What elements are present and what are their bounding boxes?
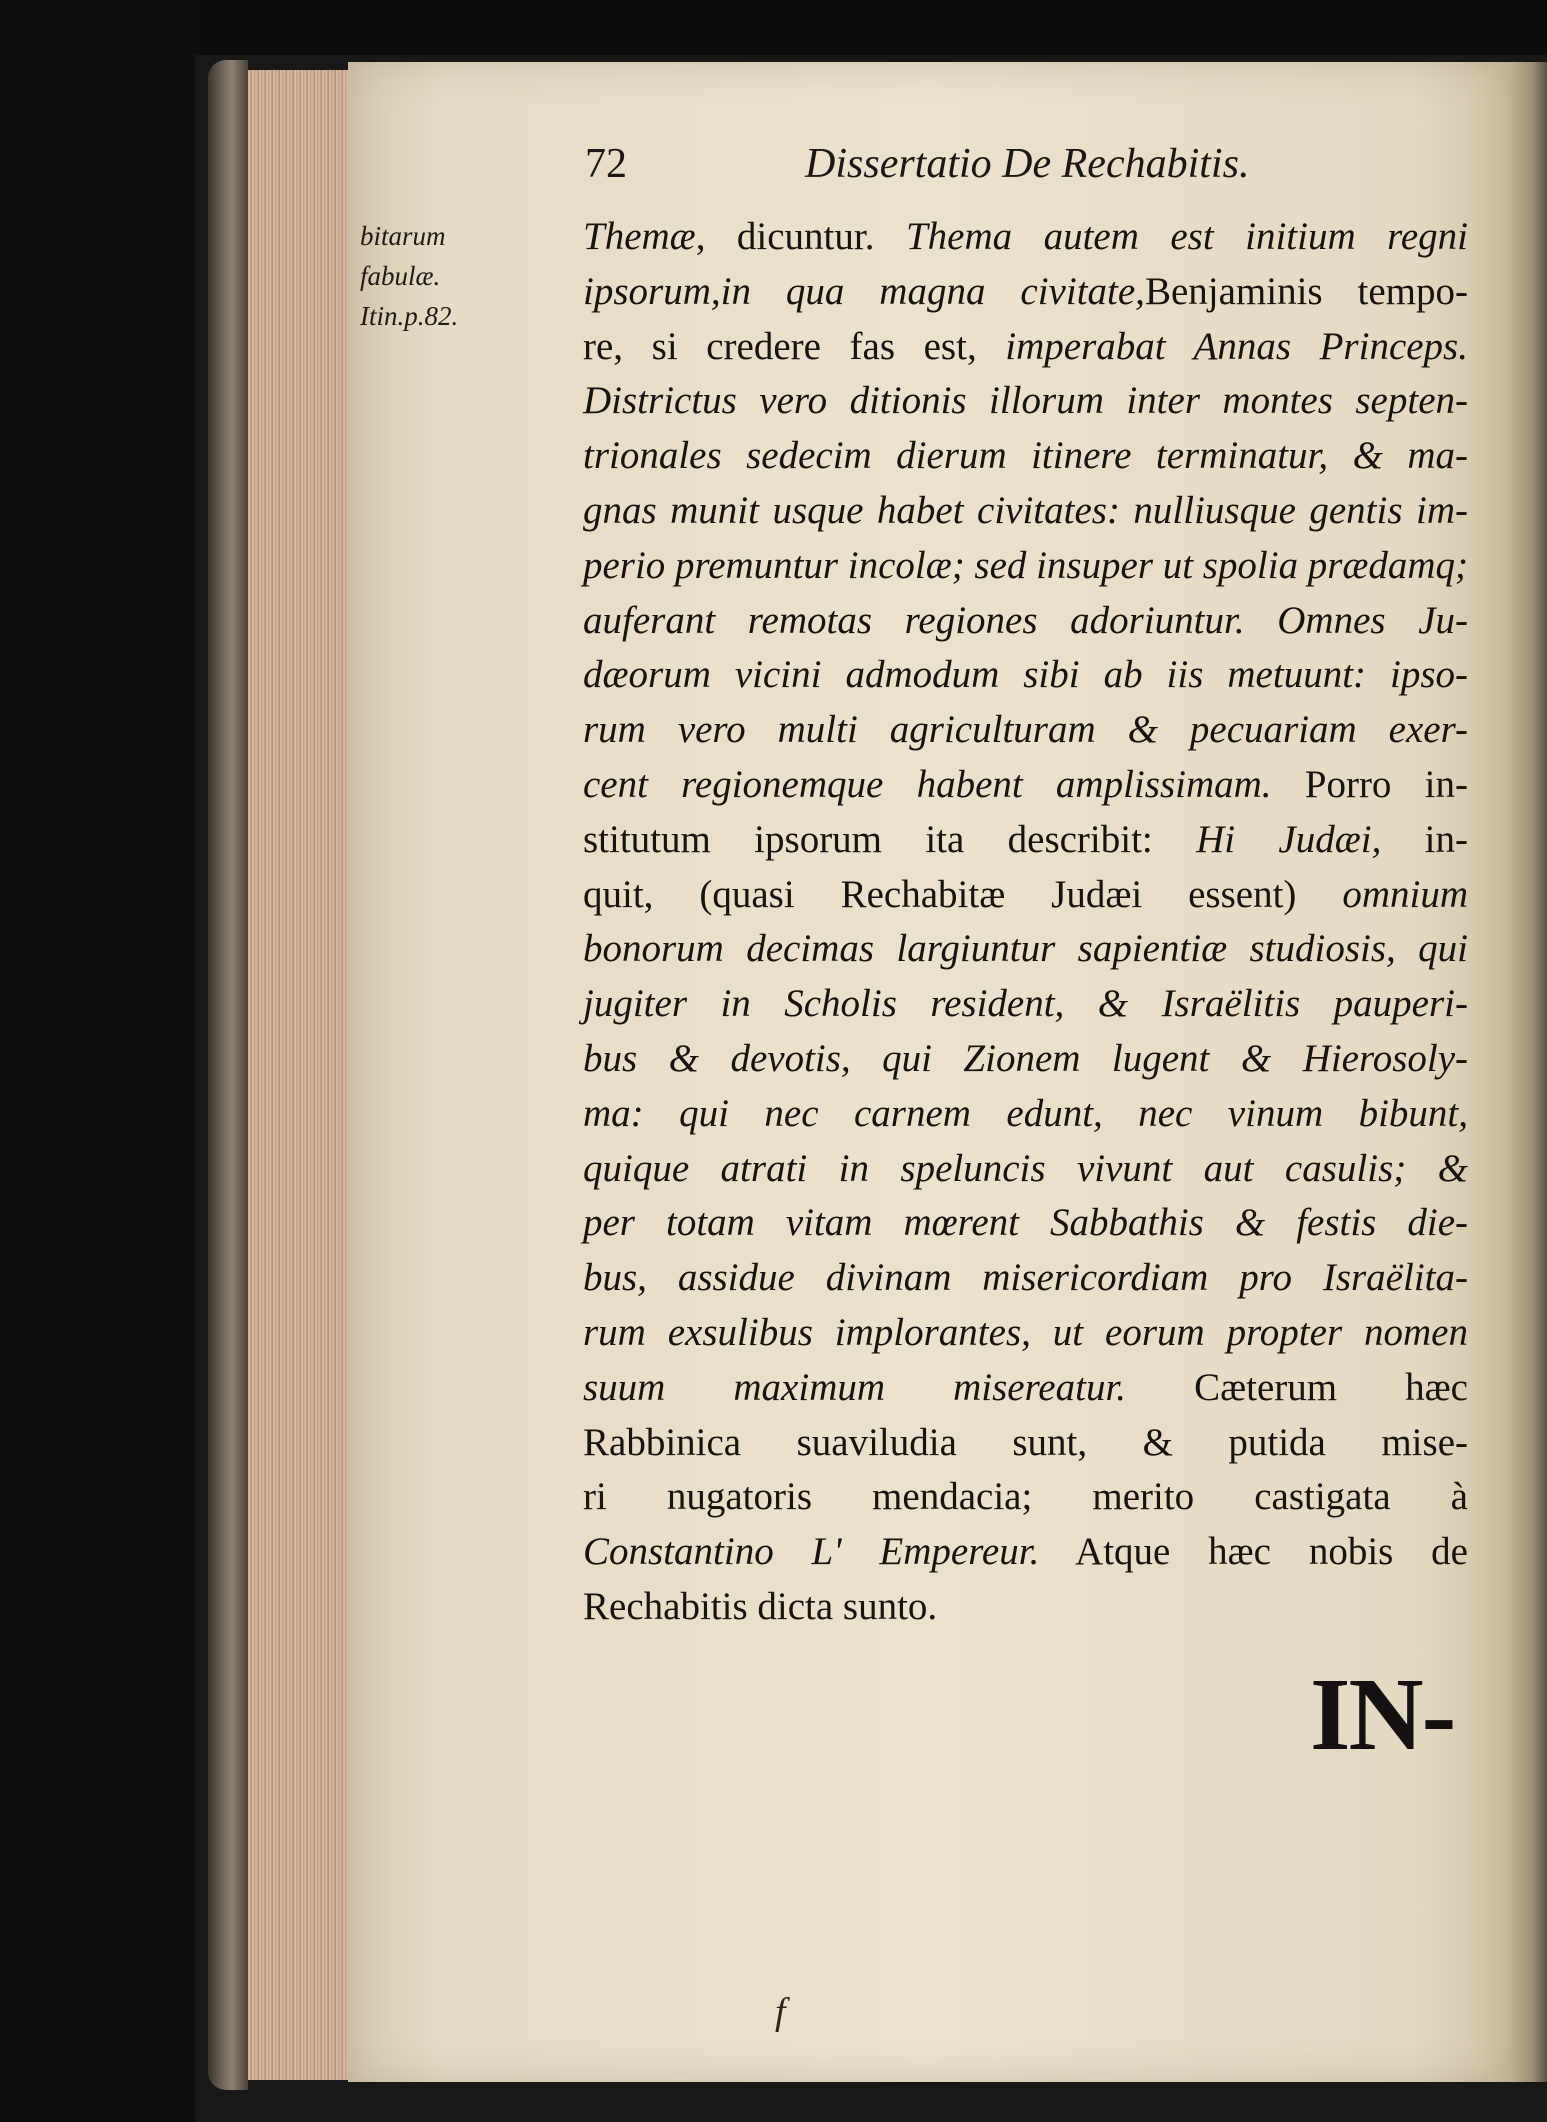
text-line bbox=[583, 539, 1468, 594]
body-text bbox=[583, 210, 1468, 1635]
italic-run: bonorum decimas largiuntur sapientiæ studiosis, qui bbox=[583, 927, 1468, 971]
margin-note bbox=[360, 216, 470, 336]
gutter-shadow bbox=[1508, 62, 1547, 2082]
text-line-content bbox=[583, 703, 1468, 758]
text-line bbox=[583, 429, 1468, 484]
text-line-content bbox=[583, 1470, 1468, 1525]
margin-note-line: bitarum bbox=[360, 221, 446, 251]
roman-run: Rechabitis dicta sunto. bbox=[583, 1584, 938, 1628]
text-line bbox=[583, 1032, 1468, 1087]
roman-run: Atque hæc nobis de bbox=[1039, 1530, 1468, 1574]
text-line-content bbox=[583, 429, 1468, 484]
text-line-content bbox=[583, 977, 1468, 1032]
italic-run: jugiter in Scholis resident, & Israëlitis pauperi- bbox=[583, 982, 1468, 1026]
text-line-content bbox=[583, 1142, 1468, 1197]
italic-run: per totam vitam mœrent Sabbathis & festis die- bbox=[583, 1201, 1468, 1245]
scanner-backdrop bbox=[0, 0, 200, 2122]
text-line bbox=[583, 758, 1468, 813]
italic-run: dæorum vicini admodum sibi ab iis metuunt: ipso- bbox=[583, 653, 1468, 697]
running-title: Dissertatio De Rechabitis. bbox=[805, 141, 1250, 187]
italic-run: ipsorum,in qua magna civitate, bbox=[583, 269, 1145, 313]
roman-run: Cæterum hæc bbox=[1126, 1365, 1468, 1409]
roman-run: quit, (quasi Rechabitæ Judæi essent) bbox=[583, 872, 1343, 916]
text-line bbox=[583, 374, 1468, 429]
text-line-content bbox=[583, 868, 1468, 923]
text-line-content bbox=[583, 648, 1468, 703]
italic-run: trionales sedecim dierum itinere terminatur, & ma- bbox=[583, 434, 1468, 478]
text-line-content bbox=[583, 539, 1468, 594]
text-line bbox=[583, 1470, 1468, 1525]
italic-run: omnium bbox=[1342, 872, 1468, 916]
text-line bbox=[583, 648, 1468, 703]
text-line-content bbox=[583, 1087, 1468, 1142]
text-line bbox=[583, 1196, 1468, 1251]
text-line bbox=[583, 703, 1468, 758]
text-line bbox=[583, 484, 1468, 539]
italic-run: Districtus vero ditionis illorum inter montes septen- bbox=[583, 379, 1468, 423]
roman-run: Porro in- bbox=[1271, 762, 1468, 806]
text-line bbox=[583, 594, 1468, 649]
text-line bbox=[583, 1142, 1468, 1197]
catchword: IN- bbox=[1310, 1657, 1455, 1772]
roman-run: ri nugatoris mendacia; merito castigata à bbox=[583, 1475, 1468, 1519]
text-line bbox=[583, 265, 1468, 320]
text-line-content bbox=[583, 813, 1468, 868]
text-line-content bbox=[583, 1416, 1468, 1471]
page-edges bbox=[248, 70, 350, 2080]
text-line-content bbox=[583, 1251, 1468, 1306]
margin-note-line: fabulæ. bbox=[360, 261, 441, 291]
text-line bbox=[583, 813, 1468, 868]
italic-run: Thema autem est initium regni bbox=[905, 215, 1468, 258]
italic-run: quique atrati in speluncis vivunt aut casulis; & bbox=[583, 1146, 1468, 1190]
italic-run: perio premuntur incolæ; sed insuper ut spolia prædamq; bbox=[583, 543, 1468, 587]
italic-run: ma: qui nec carnem edunt, nec vinum bibunt, bbox=[583, 1091, 1468, 1135]
text-line bbox=[583, 1525, 1468, 1580]
italic-run: Constantino L' Empereur. bbox=[583, 1530, 1040, 1574]
running-head bbox=[585, 140, 1285, 200]
italic-run: imperabat Annas Princeps. bbox=[1005, 324, 1468, 368]
italic-run: suum maximum misereatur. bbox=[583, 1365, 1127, 1409]
text-line bbox=[583, 320, 1468, 375]
roman-run: in- bbox=[1381, 817, 1468, 861]
text-line-content bbox=[583, 758, 1468, 813]
text-line bbox=[583, 977, 1468, 1032]
italic-run: bus, assidue divinam misericordiam pro Israëlita- bbox=[583, 1256, 1468, 1300]
text-line bbox=[583, 1087, 1468, 1142]
text-line-content bbox=[583, 1361, 1468, 1416]
margin-note-line: Itin.p.82. bbox=[360, 301, 459, 331]
text-line bbox=[583, 868, 1468, 923]
italic-run: gnas munit usque habet civitates: nulliusque gentis im- bbox=[583, 488, 1468, 532]
text-line-content bbox=[583, 374, 1468, 429]
italic-run: rum exsulibus implorantes, ut eorum propter nomen bbox=[583, 1310, 1468, 1354]
text-line-content bbox=[583, 1032, 1468, 1087]
text-line-content bbox=[583, 484, 1468, 539]
roman-run: Benjaminis tempo- bbox=[1144, 269, 1468, 313]
italic-run: cent regionemque habent amplissimam. bbox=[583, 762, 1272, 806]
italic-run: bus & devotis, qui Zionem lugent & Hierosoly- bbox=[583, 1036, 1468, 1080]
text-line-content bbox=[583, 922, 1468, 977]
stray-mark: f bbox=[775, 1991, 786, 2033]
roman-run: re, si credere fas est, bbox=[583, 324, 1006, 368]
text-line bbox=[583, 1416, 1468, 1471]
italic-run: Hi Judæi, bbox=[1196, 817, 1382, 861]
roman-run: Rabbinica suaviludia sunt, & putida mise- bbox=[583, 1420, 1468, 1464]
italic-run: Themæ bbox=[583, 215, 696, 258]
text-line bbox=[583, 922, 1468, 977]
text-line bbox=[583, 1580, 1468, 1635]
roman-run: stitutum ipsorum ita describit: bbox=[583, 817, 1197, 861]
text-line-content bbox=[583, 210, 1468, 265]
text-line bbox=[583, 1251, 1468, 1306]
text-line bbox=[583, 210, 1468, 265]
text-line-content bbox=[583, 1525, 1468, 1580]
text-line-content bbox=[583, 320, 1468, 375]
text-line-content bbox=[583, 1196, 1468, 1251]
italic-run: rum vero multi agriculturam & pecuariam exer- bbox=[583, 708, 1468, 752]
text-line bbox=[583, 1361, 1468, 1416]
text-line-content bbox=[583, 1580, 937, 1635]
page-number: 72 bbox=[585, 141, 627, 187]
text-line-content bbox=[583, 1306, 1468, 1361]
roman-run: , dicuntur. bbox=[695, 215, 906, 258]
text-line bbox=[583, 1306, 1468, 1361]
book-cover-edge bbox=[208, 60, 248, 2090]
italic-run: auferant remotas regiones adoriuntur. Omnes Ju- bbox=[583, 598, 1468, 642]
text-line-content bbox=[583, 594, 1468, 649]
text-line-content bbox=[583, 265, 1468, 320]
